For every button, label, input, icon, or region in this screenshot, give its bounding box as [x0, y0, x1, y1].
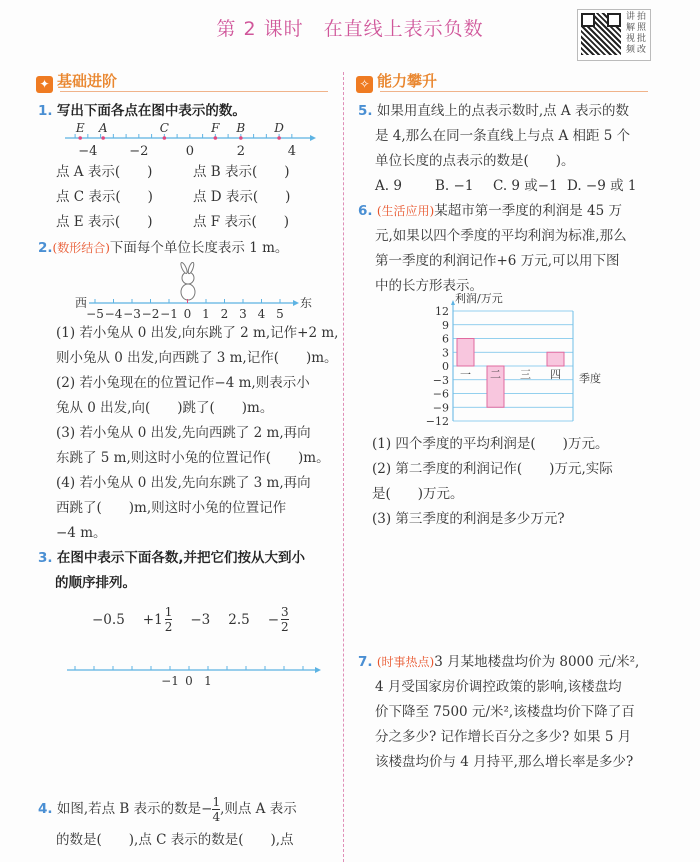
- question-number: 2.: [38, 240, 53, 256]
- q3-numbers: [92, 605, 289, 634]
- numerator: 1: [212, 795, 221, 809]
- subquestion-line: (3) 第三季度的利润是多少万元?: [372, 511, 565, 527]
- question-number: 4.: [38, 801, 53, 817]
- question-text: 某超市第一季度的利润是 45 万: [434, 203, 622, 219]
- point-label: B: [236, 121, 246, 135]
- question-text: 是 4,那么在同一条直线上与点 A 相距 5 个: [375, 128, 631, 144]
- question-4: [38, 795, 297, 824]
- y-tick-label: 9: [442, 318, 449, 332]
- denominator: 4: [212, 810, 221, 824]
- tick-label: −1: [160, 307, 178, 319]
- sign: −: [267, 611, 280, 628]
- question-text: 单位长度的点表示的数是( )。: [375, 153, 575, 169]
- question-text: 如果用直线上的点表示数时,点 A 表示的数: [376, 103, 629, 119]
- qr-caption-char: 解: [625, 23, 635, 33]
- x-tick-label: 一: [460, 368, 471, 381]
- options: [358, 174, 658, 199]
- qr-caption-char: 改: [636, 45, 646, 55]
- q2-number-line: [75, 293, 315, 319]
- y-tick-label: −12: [425, 415, 449, 427]
- tick-label: −4: [104, 307, 123, 319]
- answer-blank[interactable]: 点 C 表示( ): [56, 189, 153, 205]
- section-title: 能力攀升: [377, 72, 438, 90]
- tick-label: 4: [287, 144, 296, 159]
- subquestion-line: (2) 若小兔现在的位置记作−4 m,则表示小: [56, 375, 310, 391]
- question-text: 写出下面各点在图中表示的数。: [56, 103, 246, 119]
- section-header-basic: [36, 70, 117, 93]
- tick-label: 0: [185, 674, 193, 688]
- option-b[interactable]: B. −1: [435, 178, 474, 194]
- tick-label: 5: [276, 307, 284, 319]
- question-3: [38, 546, 305, 596]
- y-tick-label: 0: [442, 360, 449, 373]
- section-underline: [60, 91, 328, 92]
- qr-caption-char: 拍: [636, 12, 646, 22]
- question-text: ,则点 A 表示: [220, 801, 297, 817]
- tick-label: 1: [204, 674, 212, 688]
- tick-label: 2: [236, 144, 245, 159]
- question-text: 元,如果以四个季度的平均利润为标准,那么: [375, 228, 627, 244]
- option-a[interactable]: A. 9: [375, 178, 402, 194]
- east-label: 东: [300, 296, 313, 310]
- subquestion-line: 则小兔从 0 出发,向西跳了 3 m,记作( )m。: [56, 350, 338, 366]
- point-marker: [239, 136, 243, 140]
- question-text: 在图中表示下面各数,并把它们按从大到小: [56, 550, 305, 566]
- point-label: E: [75, 121, 85, 135]
- section-title: 基础进阶: [57, 72, 118, 90]
- question-6: [358, 199, 658, 299]
- question-text: 价下降至 7500 元/米²,该楼盘均价下降了百: [375, 704, 635, 720]
- page-title: 第 2 课时 在直线上表示负数: [216, 18, 484, 40]
- subquestion-line: (2) 第二季度的利润记作( )万元,实际: [372, 461, 613, 477]
- tick-label: −1: [161, 674, 179, 688]
- arrow-icon: [293, 300, 299, 306]
- point-marker: [277, 136, 281, 140]
- bar-4: [547, 352, 564, 366]
- subquestion-line: (4) 若小兔从 0 出发,先向东跳了 3 m,再向: [56, 475, 311, 491]
- qr-caption-char: 批: [636, 34, 646, 44]
- x-tick-label: 三: [520, 368, 531, 381]
- qr-caption-char: 视: [625, 34, 635, 44]
- question-number: 7.: [358, 654, 373, 670]
- question-text: 第一季度的利润记作+6 万元,可以用下图: [375, 253, 620, 269]
- tick-label: 2: [220, 307, 229, 319]
- subquestion-line: (1) 四个季度的平均利润是( )万元。: [372, 436, 609, 452]
- y-tick-label: −6: [432, 387, 449, 401]
- y-tick-label: 6: [442, 332, 449, 346]
- tick-label: −4: [78, 144, 98, 159]
- denominator: 2: [281, 620, 289, 634]
- x-tick-label: 二: [490, 368, 501, 381]
- y-tick-label: 3: [442, 346, 449, 360]
- number-item: −0.5: [92, 611, 125, 628]
- qr-code[interactable]: [577, 9, 651, 61]
- qr-caption-char: 讲: [625, 12, 635, 22]
- q1-blanks: [56, 160, 336, 235]
- q1-number-line: [60, 120, 320, 160]
- y-tick-label: −9: [432, 401, 449, 415]
- question-text: 分之多少? 记作增长百分之多少? 如果 5 月: [375, 729, 632, 745]
- tick-label: 4: [257, 307, 266, 319]
- point-marker: [163, 136, 167, 140]
- point-label: D: [274, 121, 284, 135]
- number-item: [143, 605, 173, 634]
- question-5: [358, 99, 658, 199]
- number-item: [268, 605, 289, 634]
- point-marker: [101, 136, 105, 140]
- answer-blank[interactable]: 点 E 表示( ): [56, 214, 153, 230]
- answer-blank[interactable]: 点 F 表示( ): [193, 214, 289, 230]
- question-tag: (生活应用): [376, 204, 435, 218]
- arrow-icon: [310, 135, 316, 141]
- denominator: 2: [164, 620, 173, 634]
- point-marker: [214, 136, 218, 140]
- qr-caption-char: 照: [636, 23, 646, 33]
- tick-label: 0: [183, 307, 192, 319]
- subquestion-line: 西跳了( )m,则这时小兔的位置记作: [56, 500, 287, 516]
- qr-caption: [625, 12, 647, 56]
- numerator: 3: [281, 605, 289, 619]
- point-marker: [78, 136, 82, 140]
- tick-label: −3: [123, 307, 141, 319]
- qr-caption-char: 频: [625, 45, 635, 55]
- west-label: 西: [75, 296, 88, 310]
- question-number: 3.: [38, 550, 53, 566]
- subquestion-line: 东跳了 5 m,则这时小兔的位置记作( )m。: [56, 450, 330, 466]
- point-label: F: [211, 121, 220, 135]
- numerator: 1: [164, 605, 173, 619]
- subquestion-line: −4 m。: [56, 525, 107, 541]
- q6-subquestions: [372, 432, 662, 532]
- question-4-line-2: 的数是( ),点 C 表示的数是( ),点: [56, 832, 294, 848]
- question-number: 1.: [38, 103, 53, 119]
- q2-subquestions: [56, 321, 341, 546]
- question-text: 中的长方形表示。: [375, 278, 483, 294]
- question-7: [358, 650, 678, 775]
- number-item: −3: [190, 611, 211, 628]
- arrow-icon: [315, 667, 321, 673]
- profit-bar-chart: [415, 293, 615, 427]
- question-text: 4 月受国家房价调控政策的影响,该楼盘均: [375, 679, 622, 695]
- climber-icon: ✧: [356, 76, 373, 93]
- tick-label: −5: [86, 307, 104, 319]
- answer-blank[interactable]: 点 A 表示( ): [56, 164, 153, 180]
- tick-label: −2: [129, 144, 149, 159]
- question-text: 该楼盘均价与 4 月持平,那么增长率是多少?: [375, 754, 634, 770]
- option-d[interactable]: D. −9 或 1: [567, 178, 637, 194]
- question-tag: (数形结合): [52, 241, 110, 255]
- section-header-advanced: [356, 70, 437, 93]
- y-tick-label: 12: [435, 305, 449, 318]
- y-tick-label: −3: [432, 373, 449, 387]
- subquestion-line: (1) 若小兔从 0 出发,向东跳了 2 m,记作+2 m,: [56, 325, 339, 341]
- question-text: 下面每个单位长度表示 1 m。: [109, 240, 289, 256]
- question-tag: (时事热点): [376, 655, 435, 669]
- number-item: 2.5: [228, 611, 250, 628]
- point-label: C: [159, 121, 169, 135]
- subquestion-line: 兔从 0 出发,向( )跳了( )m。: [56, 400, 274, 416]
- answer-blank[interactable]: 点 D 表示( ): [193, 189, 291, 205]
- blank-row: [56, 160, 336, 185]
- x-axis-label: 季度: [579, 372, 601, 385]
- subquestion-line: 是( )万元。: [372, 486, 464, 502]
- section-underline: [380, 91, 648, 92]
- option-c[interactable]: C. 9 或−1: [493, 178, 558, 194]
- bar-1: [457, 339, 474, 367]
- question-text: 如图,若点 B 表示的数是−: [56, 801, 213, 817]
- question-2: [38, 236, 288, 261]
- x-tick-label: 四: [550, 368, 561, 381]
- tick-label: 1: [202, 307, 210, 319]
- question-text: 的顺序排列。: [55, 575, 136, 591]
- runner-icon: ✦: [36, 76, 53, 93]
- subquestion-line: (3) 若小兔从 0 出发,先向西跳了 2 m,再向: [56, 425, 311, 441]
- question-number: 5.: [358, 103, 373, 119]
- tick-label: 0: [185, 144, 194, 159]
- blank-row: [56, 185, 336, 210]
- tick-label: 3: [239, 307, 247, 319]
- point-label: A: [98, 121, 108, 135]
- column-divider: [343, 72, 344, 862]
- tick-label: −2: [141, 307, 160, 319]
- whole-part: +1: [142, 611, 163, 628]
- qr-code-icon: [581, 13, 621, 55]
- question-number: 6.: [358, 203, 373, 219]
- question-text: 3 月某地楼盘均价为 8000 元/米²,: [434, 654, 640, 670]
- y-axis-label: 利润/万元: [455, 293, 503, 305]
- answer-blank[interactable]: 点 B 表示( ): [193, 164, 290, 180]
- blank-row: [56, 210, 336, 235]
- q3-number-line: [65, 662, 325, 688]
